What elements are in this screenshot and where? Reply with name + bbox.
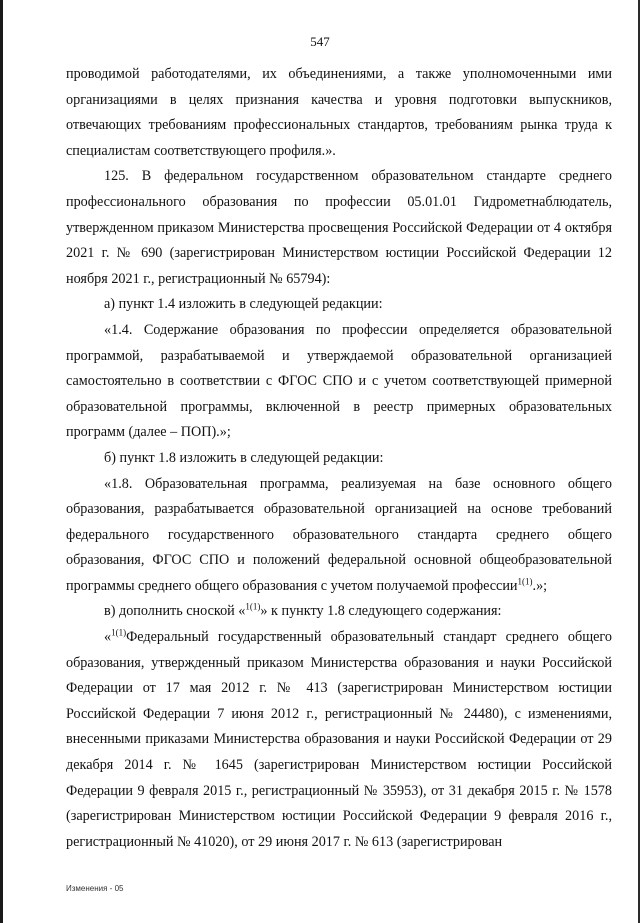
paragraph-subitem-v: в) дополнить сноской «$^{1(1)}$» к пункту 1.8 следующего содержания: [104,601,502,620]
page-number: 547 [310,34,330,49]
footnote-marker: 1(1) [245,601,261,612]
paragraph-footnote-text: «$^{1(1)}$Федеральный государственный образовательный стандарт среднего общего образования, утвержденный приказом Министерства образования и науки Российской Федерации от 17 мая 2012 г. № 413 (зарегистрирован Министерством юстиции Российской Федерации 7 июня 2012 г., регистрационный № 24480), с изменениями, внесенными приказами Министерства образования и науки Российской Федерации от 29 декабря 2014 г. № 1645 (зарегистрирован Министерством юстиции Российской Федерации 9 февраля 2015 г., регистрационный № 35953), от 31 декабря 2015 г. № 1578 (зарегистрирован Министерством юстиции Российской Федерации 9 февраля 2016 г., регистрационный № 41020), от 29 июня 2017 г. № 613 (зарегистрирован [66,627,612,850]
paragraph-continuation: проводимой работодателями, их объединениями, а также уполномоченными ими организациями в целях признания качества и уровня подготовки выпускников, отвечающих требованиям профессиональных стандартов, требованиям рынка труда к специалистам соответствующего профиля.». [66,66,612,159]
scan-edge-left [0,0,3,923]
footnote-marker: 1(1) [111,627,127,638]
footnote-marker: 1(1) [517,576,533,587]
paragraph-quote-1-8: «1.8. Образовательная программа, реализуемая на базе основного общего образования, разрабатывается образовательной организацией на основе требований федерального государственного образовательного стандарта среднего общего образования, ФГОС СПО и положений федеральной основной общеобразовательной программы среднего общего образования с учетом получаемой профессии$^{1(1)}$.»; [66,475,612,594]
paragraph-quote-1-4: «1.4. Содержание образования по профессии определяется образовательной программой, разрабатываемой и утверждаемой образовательной организацией самостоятельно в соответствии с ФГОС СПО и с учетом соответствующей примерной образовательной программы, включенной в реестр примерных образовательных программ (далее – ПОП).»; [66,321,612,441]
paragraph-item-125: 125. В федеральном государственном образовательном стандарте среднего профессионального образования по профессии 05.01.01 Гидрометнаблюдатель, утвержденном приказом Министерства просвещения Российской Федерации от 4 октября 2021 г. № 690 (зарегистрирован Министерством юстиции Российской Федерации 12 ноября 2021 г., регистрационный № 65794): [66,168,612,287]
document-body [66,62,612,855]
page-footer: Изменения - 05 [66,884,124,893]
paragraph-subitem-b: б) пункт 1.8 изложить в следующей редакции: [104,449,384,466]
paragraph-subitem-a: а) пункт 1.4 изложить в следующей редакции: [104,296,383,313]
